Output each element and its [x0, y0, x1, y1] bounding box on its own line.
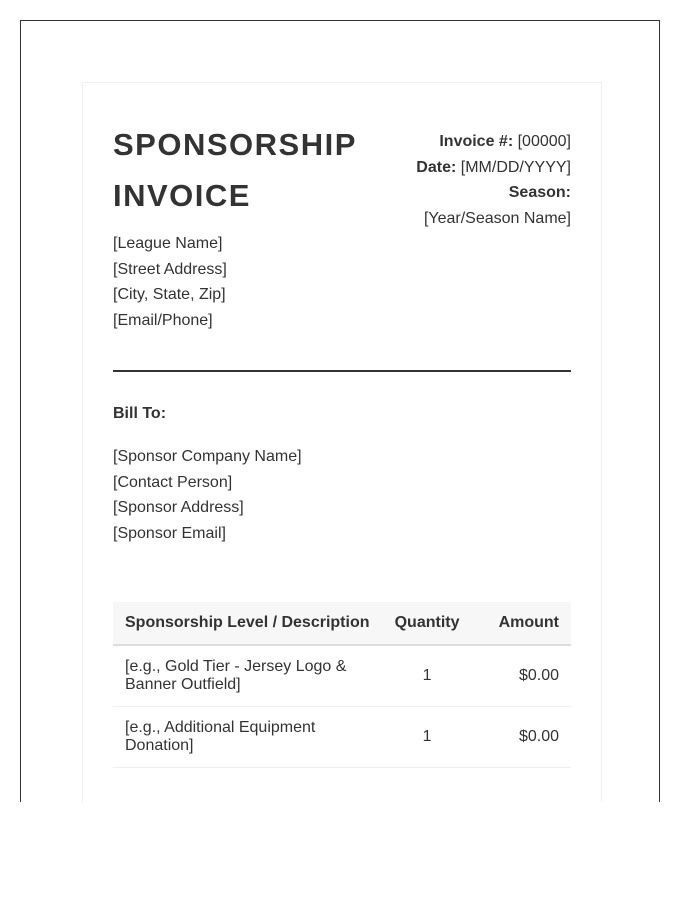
- row-description: [e.g., Additional Equipment Donation]: [113, 707, 382, 768]
- row-quantity: 1: [382, 645, 472, 707]
- league-street: [Street Address]: [113, 260, 227, 278]
- invoice-season-label: Season:: [508, 184, 571, 202]
- sponsor-email: [Sponsor Email]: [113, 525, 226, 543]
- header-amount: Amount: [472, 602, 571, 645]
- invoice-date-line: [341, 155, 571, 181]
- league-address: [113, 231, 227, 334]
- invoice-date-value: [MM/DD/YYYY]: [460, 158, 571, 176]
- league-city: [City, State, Zip]: [113, 286, 226, 304]
- header-quantity: Quantity: [382, 602, 472, 645]
- league-name: [League Name]: [113, 235, 223, 252]
- invoice-season-value: [Year/Season Name]: [423, 210, 571, 228]
- row-amount: $0.00: [472, 707, 571, 768]
- line-items-table: [113, 602, 571, 768]
- table-header-row: [113, 602, 571, 645]
- row-description: [e.g., Gold Tier - Jersey Logo & Banner Outfield]: [113, 645, 382, 707]
- table-row: [113, 645, 571, 707]
- bill-to-block: [113, 444, 302, 547]
- invoice-number-label: Invoice #:: [439, 133, 514, 150]
- invoice-meta: [341, 129, 571, 232]
- title-line-2: INVOICE: [113, 178, 251, 213]
- row-quantity: 1: [382, 707, 472, 768]
- invoice-number-line: [341, 129, 571, 155]
- page-frame: [20, 20, 660, 802]
- sponsor-contact: [Contact Person]: [113, 473, 233, 491]
- header-divider: [113, 370, 571, 372]
- header-description: Sponsorship Level / Description: [113, 602, 382, 645]
- title-line-1: SPONSORSHIP: [113, 127, 357, 162]
- bill-to-heading: Bill To:: [113, 405, 167, 422]
- row-amount: $0.00: [472, 645, 571, 707]
- invoice-content: [113, 113, 571, 754]
- invoice-date-label: Date:: [416, 158, 457, 176]
- invoice-number-value: [00000]: [517, 133, 571, 150]
- invoice-paper: [82, 82, 602, 802]
- sponsor-address: [Sponsor Address]: [113, 499, 244, 517]
- table-row: [113, 707, 571, 768]
- league-contact: [Email/Phone]: [113, 312, 213, 330]
- invoice-header: [113, 113, 571, 363]
- sponsor-company: [Sponsor Company Name]: [113, 448, 302, 465]
- invoice-season-line: [341, 180, 571, 206]
